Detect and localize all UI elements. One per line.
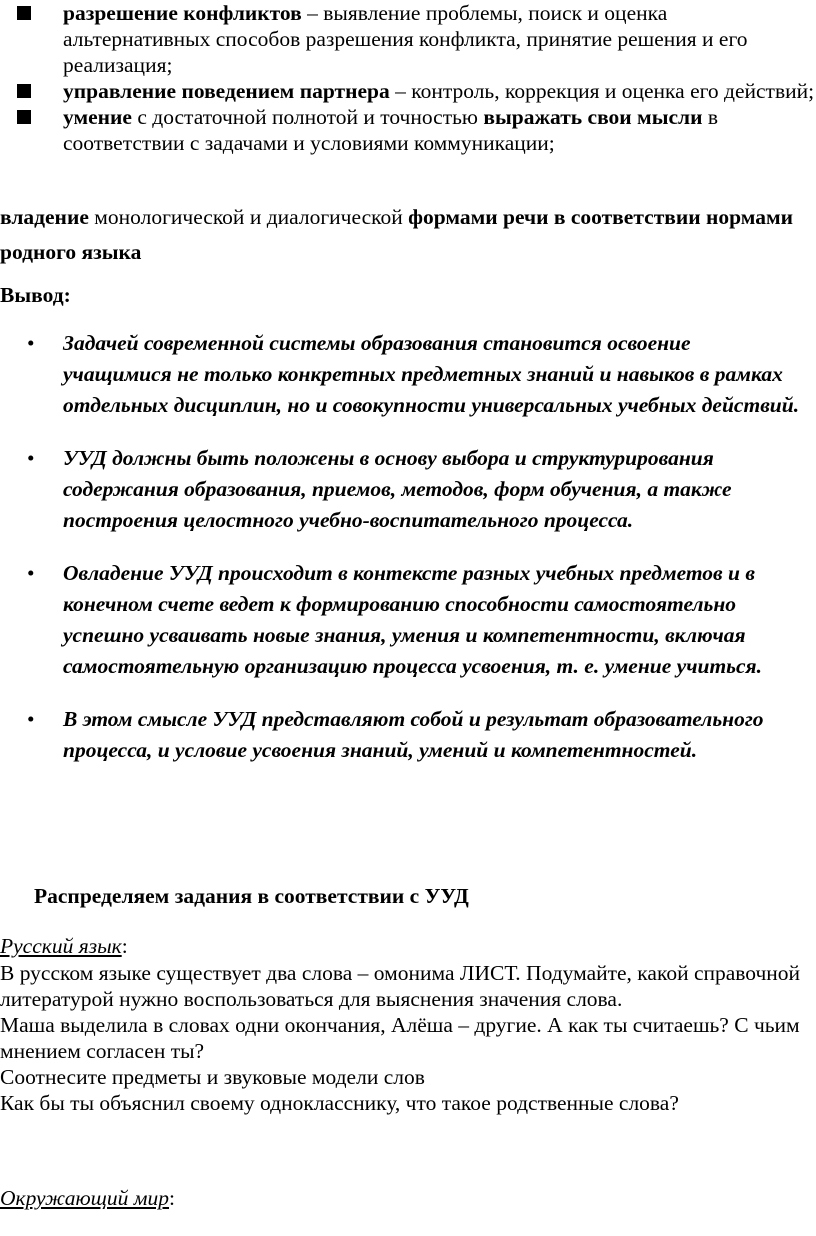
conclusion-text: Задачей современной системы образования становится освоение учащимися не только конкретных предметных знаний и навыков в рамках отдельных дисциплин, но и совокупности универсальных учебных действий.: [63, 331, 800, 417]
conclusion-text: Овладение УУД происходит в контексте разных учебных предметов и в конечном счете ведет к формированию способности самостоятельно успешно усваивать новые знания, умения и компетентности, включая самостоятельную организацию процесса усвоения, т. е. умение учиться.: [63, 561, 762, 678]
section-colon: :: [121, 934, 128, 958]
bullet-icon: •: [27, 446, 35, 470]
list-item: [0, 443, 803, 536]
task-text: Как бы ты объяснил своему однокласснику, что такое родственные слова?: [0, 1091, 679, 1115]
tasks-heading: Распределяем задания в соответствии с УУД: [34, 884, 469, 908]
item-text: – контроль, коррекция и оценка его действий;: [389, 79, 815, 103]
bullet-icon: •: [27, 707, 35, 731]
section-title: Русский язык: [0, 934, 122, 958]
bullet-icon: •: [27, 561, 35, 585]
list-item: [0, 558, 778, 682]
item-term: умение: [63, 105, 132, 129]
mastery-term-2: формами речи в соответствии нормами родного языка: [0, 205, 794, 264]
world-section-label: [0, 1186, 175, 1211]
list-item: [0, 0, 803, 78]
russian-section-label: [0, 934, 128, 959]
conclusion-heading: Вывод:: [0, 283, 71, 307]
square-bullet-icon: [17, 6, 31, 20]
list-item: [0, 78, 816, 104]
list-item: [0, 704, 793, 766]
task-text: Маша выделила в словах одни окончания, Алёша – другие. А как ты считаешь? С чьим мнением согласен ты?: [0, 1013, 800, 1063]
mastery-paragraph: [0, 200, 810, 270]
square-bullet-icon: [17, 110, 31, 124]
section-colon: :: [169, 1186, 175, 1210]
mastery-term: владение: [0, 205, 89, 229]
task-text: В русском языке существует два слова – омонима ЛИСТ. Подумайте, какой справочной литературой нужно воспользоваться для выяснения значения слова.: [0, 961, 801, 1011]
competency-list: [0, 0, 816, 156]
item-term: управление поведением партнера: [63, 79, 390, 103]
task-text: Соотнесите предметы и звуковые модели слов: [0, 1065, 425, 1089]
bullet-icon: •: [27, 331, 35, 355]
item-text: – выявление проблемы, поиск и оценка альтернативных способов разрешения конфликта, принятие решения и его реализация;: [63, 1, 748, 77]
item-text: с достаточной полнотой и точностью: [131, 105, 484, 129]
conclusion-text: УУД должны быть положены в основу выбора и структурирования содержания образования, приемов, методов, форм обучения, а также построения целостного учебно-воспитательного процесса.: [63, 446, 732, 532]
item-term: разрешение конфликтов: [63, 1, 302, 25]
list-item: [0, 328, 803, 421]
item-text: в соответствии с задачами и условиями коммуникации;: [63, 105, 719, 155]
square-bullet-icon: [17, 84, 31, 98]
conclusion-text: В этом смысле УУД представляют собой и результат образовательного процесса, и условие усвоения знаний, умений и компетентностей.: [63, 707, 764, 762]
russian-tasks: [0, 960, 805, 1116]
conclusion-list: [0, 328, 816, 766]
item-term: выражать свои мысли: [483, 105, 703, 129]
mastery-text: монологической и диалогической: [88, 205, 409, 229]
list-item: [0, 104, 816, 156]
section-title: Окружающий мир: [0, 1186, 170, 1210]
